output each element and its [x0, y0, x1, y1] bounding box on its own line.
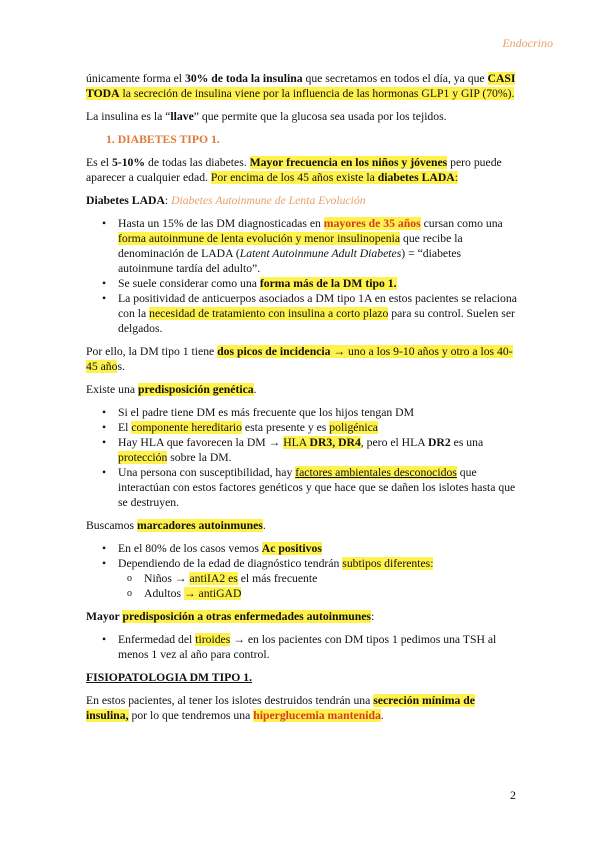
- text: que recibe la denominación de LADA (: [118, 232, 463, 260]
- highlighted-text: → uno a los 9-10 años y otro a los 40-45 año: [86, 345, 513, 373]
- text: → en los pacientes con DM tipos 1 pedimos una TSH al menos 1 vez al año para control.: [118, 633, 497, 661]
- highlighted-text: forma autoinmune de lenta evolución y menor insulinopenia: [118, 232, 401, 245]
- lada-bullet-list: [86, 216, 518, 336]
- text: pero puede aparecer a cualquier edad.: [86, 156, 502, 184]
- bold-text: 5-10%: [111, 156, 146, 169]
- highlighted-text: Por encima de los 45 años existe la: [210, 171, 378, 184]
- text: :: [164, 194, 172, 207]
- text: Hasta un 15% de las DM diagnosticadas en: [118, 217, 324, 230]
- paragraph-insulin-key: [86, 109, 518, 124]
- paragraph-dm1-frequency: [86, 155, 518, 185]
- paragraph-lada-definition: [86, 193, 518, 208]
- highlighted-bold-text: secreción mínima de insulina,: [86, 694, 475, 722]
- list-item: [118, 291, 518, 336]
- running-header: Endocrino: [502, 36, 553, 50]
- bold-text: llave: [170, 110, 194, 123]
- highlighted-bold-text: dos picos de incidencia: [217, 345, 331, 358]
- text: sobre la DM.: [167, 451, 232, 464]
- section-heading-dm1: 1. DIABETES TIPO 1.: [106, 133, 220, 146]
- highlighted-bold-text: forma más de la DM tipo 1.: [259, 277, 397, 290]
- text: Existe una: [86, 383, 138, 396]
- list-item: • Si el padre tiene DM es más frecuente que los hijos tengan DM: [118, 405, 518, 420]
- bold-text: Diabetes LADA: [86, 194, 165, 207]
- list-item: [118, 435, 518, 465]
- highlighted-text: subtipos diferentes:: [342, 557, 434, 570]
- markers-bullet-list: [86, 541, 518, 601]
- highlighted-bold-text: Ac positivos: [261, 542, 322, 555]
- page-content: [86, 71, 518, 731]
- text: El: [118, 421, 132, 434]
- bold-text: DR2: [427, 436, 451, 449]
- text: En el 80% de los casos vemos: [118, 542, 262, 555]
- text: En estos pacientes, al tener los islotes destruidos tendrán una: [86, 694, 374, 707]
- text: el más frecuente: [237, 572, 318, 585]
- highlighted-text: poligénica: [329, 421, 378, 434]
- text: .: [253, 383, 257, 396]
- sublist-item: [144, 586, 518, 601]
- highlighted-text: antiIA2 es: [189, 572, 238, 585]
- text: s.: [117, 360, 125, 373]
- italic-text: Latent Autoinmune Adult Diabetes: [239, 247, 402, 260]
- highlighted-text: la secreción de insulina viene por la influencia de las hormonas GLP1 y GIP (70%).: [119, 87, 515, 100]
- highlighted-red-text: mayores de 35 años: [323, 217, 421, 230]
- sublist-item: [144, 571, 518, 586]
- list-item: [118, 556, 518, 601]
- genetic-bullet-list: [86, 405, 518, 510]
- text: ” que permite que la glucosa sea usada por los tejidos.: [193, 110, 447, 123]
- text: para su control. Suelen ser delgados.: [118, 307, 515, 335]
- text: La positividad de anticuerpos asociados a DM tipo 1A en estos pacientes se relaciona con la: [118, 292, 517, 320]
- text: es una: [450, 436, 484, 449]
- section-heading-fisiopatologia: [86, 670, 518, 685]
- text: :: [370, 610, 375, 623]
- text: de todas las diabetes.: [145, 156, 250, 169]
- paragraph-fisiopatologia: [86, 693, 518, 723]
- text: .: [380, 709, 384, 722]
- text: , pero el HLA: [360, 436, 428, 449]
- highlighted-bold-text: CASI TODA: [86, 72, 516, 100]
- text: que secretamos en todos el día, ya que: [302, 72, 488, 85]
- text: Es el: [86, 156, 112, 169]
- text: Se suele considerar como una: [118, 277, 260, 290]
- text: por lo que tendremos una: [128, 709, 254, 722]
- list-item: [118, 216, 518, 276]
- list-item: [118, 420, 518, 435]
- paragraph-incidence-peaks: [86, 344, 518, 374]
- list-item: [118, 632, 518, 662]
- text: Una persona con susceptibilidad, hay: [118, 466, 296, 479]
- highlighted-bold-text: diabetes LADA: [377, 171, 455, 184]
- text: únicamente forma el: [86, 72, 185, 85]
- text: que interactúan con estos factores genéticos y que hace que se dañen los islotes hasta que se destruyen.: [118, 466, 516, 509]
- bold-text: Mayor: [86, 610, 123, 623]
- highlighted-underlined-text: factores ambientales desconocidos: [295, 466, 457, 479]
- highlighted-text: componente hereditario: [131, 421, 242, 434]
- text: .: [262, 519, 266, 532]
- text: Adultos: [144, 587, 184, 600]
- italic-orange-text: Diabetes Autoinmune de Lenta Evolución: [171, 194, 366, 207]
- text: Enfermedad del: [118, 633, 196, 646]
- highlighted-text: HLA: [283, 436, 310, 449]
- paragraph-insulin-fraction: [86, 71, 518, 101]
- bold-text: 30% de toda la insulina: [184, 72, 303, 85]
- highlighted-text: protección: [118, 451, 168, 464]
- page-number: 2: [510, 788, 516, 802]
- text: Hay HLA que favorecen la DM →: [118, 436, 284, 449]
- text: esta presente y es: [241, 421, 330, 434]
- highlighted-bold-text: predisposición genética: [137, 383, 254, 396]
- highlighted-red-text: hiperglucemia mantenida: [253, 709, 381, 722]
- highlighted-text: :: [454, 171, 458, 184]
- text: cursan como una: [420, 217, 503, 230]
- text: La insulina es la “: [86, 110, 171, 123]
- highlighted-bold-text: DR3, DR4: [309, 436, 361, 449]
- text: Niños →: [144, 572, 190, 585]
- list-item: [118, 276, 518, 291]
- text: Por ello, la DM tipo 1 tiene: [86, 345, 218, 358]
- highlighted-bold-text: Mayor frecuencia en los niños y jóvenes: [249, 156, 448, 169]
- highlighted-bold-text: predisposición a otras enfermedades autoinmunes: [122, 610, 371, 623]
- autoimmune-bullet-list: [86, 632, 518, 662]
- underlined-bold-heading: FISIOPATOLOGIA DM TIPO 1.: [86, 671, 253, 684]
- highlighted-text: tiroides: [195, 633, 231, 646]
- list-item: [118, 465, 518, 510]
- highlighted-text: necesidad de tratamiento con insulina a corto plazo: [149, 307, 389, 320]
- highlighted-text: → antiGAD: [183, 587, 242, 600]
- paragraph-markers: [86, 518, 518, 533]
- paragraph-genetic: [86, 382, 518, 397]
- text: Buscamos: [86, 519, 137, 532]
- subtypes-sublist: [118, 571, 518, 601]
- text: ) = “diabetes autoinmune tardía del adulto”.: [118, 247, 462, 275]
- list-item: [118, 541, 518, 556]
- highlighted-bold-text: marcadores autoinmunes: [136, 519, 263, 532]
- text: Dependiendo de la edad de diagnóstico tendrán: [118, 557, 343, 570]
- paragraph-autoimmune: [86, 609, 518, 624]
